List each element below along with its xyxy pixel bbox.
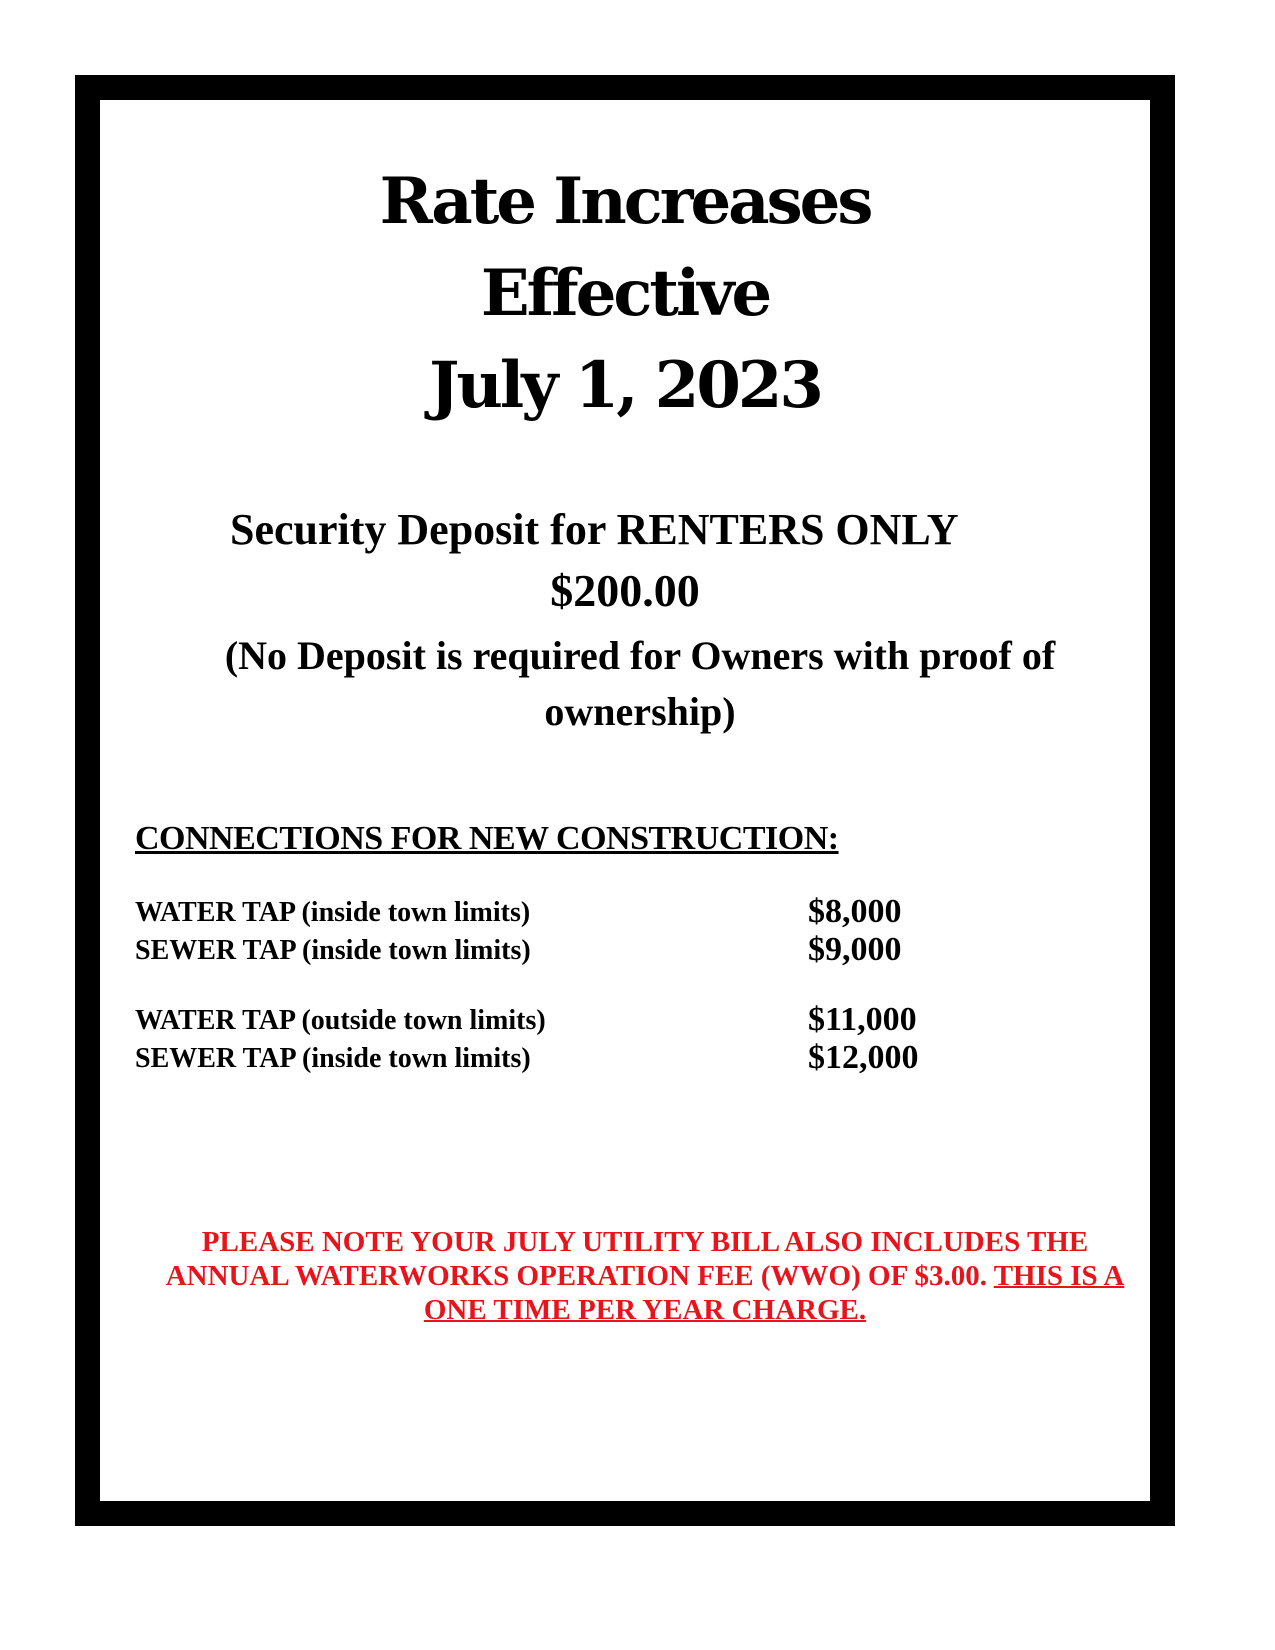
- fee-label: SEWER TAP (inside town limits): [135, 1043, 531, 1074]
- deposit-note: (No Deposit is required for Owners with proof of ownership): [224, 633, 1056, 734]
- title-line-1: Rate Increases: [379, 164, 871, 239]
- connections-heading: CONNECTIONS FOR NEW CONSTRUCTION:: [135, 820, 839, 857]
- title-line-2: Effective: [480, 256, 770, 331]
- fee-label: SEWER TAP (inside town limits): [135, 935, 531, 966]
- title-effective-date: July 1, 2023: [429, 348, 821, 423]
- fee-row: [135, 893, 1035, 933]
- fee-amount: $11,000: [808, 1001, 917, 1038]
- notice-text: PLEASE NOTE YOUR JULY UTILITY BILL ALSO INCLUDES THE ANNUAL WATERWORKS OPERATION FEE (WWO) OF $3.00.: [165, 1226, 1089, 1292]
- deposit-heading: Security Deposit for RENTERS ONLY: [230, 505, 959, 554]
- fee-label: WATER TAP (inside town limits): [135, 897, 531, 928]
- fee-amount: $9,000: [808, 931, 902, 968]
- fee-row: [135, 931, 1035, 971]
- notice-emphasis: THIS IS A ONE TIME PER YEAR CHARGE.: [423, 1260, 1125, 1326]
- deposit-amount: $200.00: [550, 565, 700, 616]
- fee-amount: $12,000: [808, 1039, 919, 1076]
- fee-row: [135, 1039, 1035, 1079]
- wwo-fee-notice: [140, 1225, 1150, 1327]
- fee-label: WATER TAP (outside town limits): [135, 1005, 546, 1036]
- fee-row: [135, 1001, 1035, 1041]
- fee-amount: $8,000: [808, 893, 902, 930]
- flyer-page: [100, 100, 1150, 1501]
